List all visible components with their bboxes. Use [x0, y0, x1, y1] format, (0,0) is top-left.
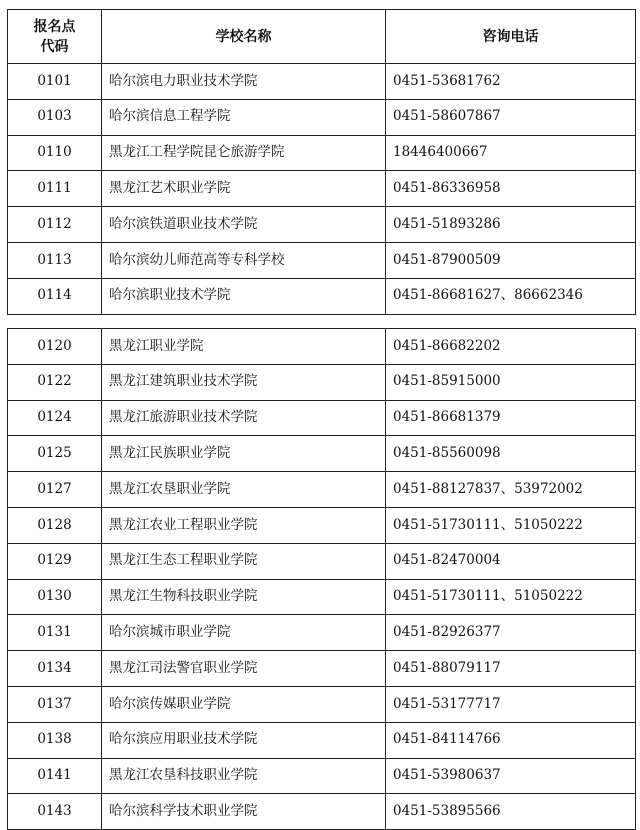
table-row — [8, 686, 636, 722]
table-row — [8, 135, 636, 171]
table-row — [8, 329, 636, 365]
cell-phone: 0451-51730111、51050222 — [386, 579, 636, 615]
table-body-1 — [8, 64, 636, 315]
table-header-row — [8, 10, 636, 64]
registration-table-part-2 — [7, 328, 636, 830]
table-row — [8, 579, 636, 615]
table-row — [8, 543, 636, 579]
cell-school-name: 黑龙江司法警官职业学院 — [102, 651, 386, 687]
cell-phone: 0451-53681762 — [386, 64, 636, 100]
cell-school-name: 黑龙江生态工程职业学院 — [102, 543, 386, 579]
cell-phone: 0451-53980637 — [386, 758, 636, 794]
cell-school-name: 黑龙江艺术职业学院 — [102, 171, 386, 207]
cell-school-name: 哈尔滨职业技术学院 — [102, 278, 386, 314]
table-row — [8, 278, 636, 314]
cell-code: 0101 — [8, 64, 102, 100]
cell-phone: 0451-82926377 — [386, 615, 636, 651]
cell-school-name: 黑龙江职业学院 — [102, 329, 386, 365]
cell-school-name: 哈尔滨应用职业技术学院 — [102, 722, 386, 758]
cell-code: 0113 — [8, 242, 102, 278]
cell-phone: 0451-85560098 — [386, 436, 636, 472]
cell-code: 0124 — [8, 400, 102, 436]
cell-code: 0143 — [8, 794, 102, 830]
cell-code: 0112 — [8, 207, 102, 243]
cell-code: 0111 — [8, 171, 102, 207]
cell-phone: 0451-88079117 — [386, 651, 636, 687]
cell-phone: 0451-86681379 — [386, 400, 636, 436]
cell-school-name: 哈尔滨科学技术职业学院 — [102, 794, 386, 830]
cell-phone: 18446400667 — [386, 135, 636, 171]
cell-school-name: 哈尔滨铁道职业技术学院 — [102, 207, 386, 243]
cell-school-name: 黑龙江建筑职业技术学院 — [102, 364, 386, 400]
cell-phone: 0451-51730111、51050222 — [386, 507, 636, 543]
cell-code: 0122 — [8, 364, 102, 400]
table-row — [8, 758, 636, 794]
cell-code: 0129 — [8, 543, 102, 579]
cell-code: 0125 — [8, 436, 102, 472]
cell-code: 0103 — [8, 99, 102, 135]
cell-school-name: 哈尔滨传媒职业学院 — [102, 686, 386, 722]
table-row — [8, 651, 636, 687]
cell-code: 0141 — [8, 758, 102, 794]
cell-phone: 0451-88127837、53972002 — [386, 472, 636, 508]
cell-phone: 0451-86681627、86662346 — [386, 278, 636, 314]
cell-phone: 0451-86682202 — [386, 329, 636, 365]
header-phone: 咨询电话 — [386, 10, 636, 64]
cell-code: 0138 — [8, 722, 102, 758]
cell-phone: 0451-87900509 — [386, 242, 636, 278]
cell-phone: 0451-51893286 — [386, 207, 636, 243]
cell-school-name: 黑龙江旅游职业技术学院 — [102, 400, 386, 436]
cell-code: 0114 — [8, 278, 102, 314]
cell-code: 0120 — [8, 329, 102, 365]
cell-phone: 0451-85915000 — [386, 364, 636, 400]
cell-school-name: 哈尔滨电力职业技术学院 — [102, 64, 386, 100]
cell-school-name: 哈尔滨城市职业学院 — [102, 615, 386, 651]
table-row — [8, 99, 636, 135]
table-row — [8, 615, 636, 651]
table-row — [8, 507, 636, 543]
cell-school-name: 黑龙江农垦科技职业学院 — [102, 758, 386, 794]
cell-phone: 0451-53177717 — [386, 686, 636, 722]
cell-school-name: 黑龙江工程学院昆仑旅游学院 — [102, 135, 386, 171]
cell-code: 0128 — [8, 507, 102, 543]
table-row — [8, 207, 636, 243]
header-code-line1: 报名点 — [33, 18, 76, 35]
table-row — [8, 722, 636, 758]
registration-table-part-1 — [7, 9, 636, 315]
table-row — [8, 364, 636, 400]
cell-school-name: 哈尔滨幼儿师范高等专科学校 — [102, 242, 386, 278]
header-code-line2: 代码 — [40, 38, 69, 55]
table-row — [8, 400, 636, 436]
cell-school-name: 黑龙江农垦职业学院 — [102, 472, 386, 508]
cell-code: 0137 — [8, 686, 102, 722]
cell-school-name: 黑龙江生物科技职业学院 — [102, 579, 386, 615]
cell-code: 0110 — [8, 135, 102, 171]
table-row — [8, 64, 636, 100]
header-school: 学校名称 — [102, 10, 386, 64]
table-row — [8, 242, 636, 278]
cell-school-name: 黑龙江农业工程职业学院 — [102, 507, 386, 543]
header-code — [8, 10, 102, 64]
cell-phone: 0451-84114766 — [386, 722, 636, 758]
cell-school-name: 黑龙江民族职业学院 — [102, 436, 386, 472]
table-body-2 — [8, 329, 636, 830]
cell-school-name: 哈尔滨信息工程学院 — [102, 99, 386, 135]
cell-code: 0131 — [8, 615, 102, 651]
cell-phone: 0451-58607867 — [386, 99, 636, 135]
cell-phone: 0451-82470004 — [386, 543, 636, 579]
cell-phone: 0451-86336958 — [386, 171, 636, 207]
cell-code: 0134 — [8, 651, 102, 687]
table-row — [8, 436, 636, 472]
cell-code: 0130 — [8, 579, 102, 615]
table-row — [8, 171, 636, 207]
table-row — [8, 794, 636, 830]
table-row — [8, 472, 636, 508]
cell-phone: 0451-53895566 — [386, 794, 636, 830]
cell-code: 0127 — [8, 472, 102, 508]
